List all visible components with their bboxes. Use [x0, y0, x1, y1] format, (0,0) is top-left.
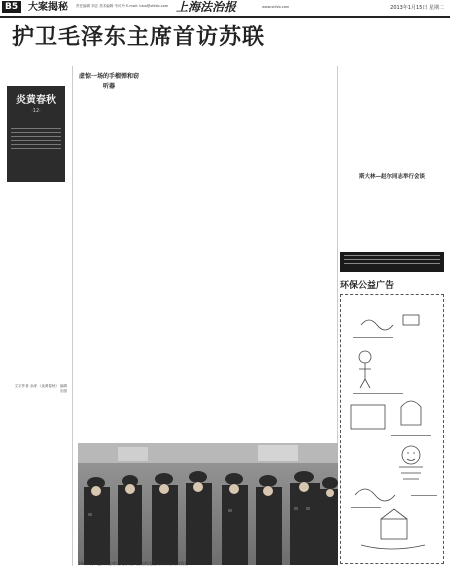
hand-drawn-illustration [341, 295, 445, 565]
historic-photo [78, 443, 338, 565]
website: www.shfzb.com [262, 5, 290, 9]
column-rule [72, 66, 73, 566]
section-subhead: 虚惊一场的手榴弹和窃听器 [78, 73, 139, 90]
article-credit: 文字作者 余涛 《炎黄春秋》 编辑出版 [14, 384, 67, 393]
issue-date: 2013年1月15日 星期二 [390, 5, 444, 11]
section-title: 大案揭秘 [28, 2, 68, 13]
feature-blurb [11, 128, 61, 149]
public-ad-title: 环保公益广告 [340, 281, 395, 291]
article-column-4 [218, 70, 276, 438]
main-headline: 护卫毛泽东主席首访苏联 [12, 25, 266, 50]
page-badge: B5 [2, 1, 21, 13]
article-column-5 [282, 70, 334, 438]
side-heading: 斯大林—赵尔同志举行会谈 [358, 174, 425, 180]
station-photo [78, 443, 338, 565]
article-column-1 [7, 190, 65, 380]
article-column-6-bottom [340, 182, 444, 248]
photo-caption: 1949年，毛泽东主席访问苏联，图为抵达莫斯科车站时的情景 [78, 561, 189, 566]
black-ad-box [340, 252, 444, 272]
feature-title: 炎黄春秋 [16, 95, 56, 106]
article-column-6-top [340, 70, 444, 168]
editor-note: 责任编辑 刘正 美术编辑 韦可丹 E-mail: lubo@shfzb.com [76, 4, 169, 8]
page-header [0, 0, 450, 18]
feature-number: ·12· [31, 108, 41, 114]
feature-box [7, 86, 65, 182]
article-column-2 [78, 70, 140, 438]
masthead: 上海法治报 [176, 0, 237, 14]
article-column-3 [148, 70, 210, 438]
public-ad-illustration [340, 294, 444, 564]
